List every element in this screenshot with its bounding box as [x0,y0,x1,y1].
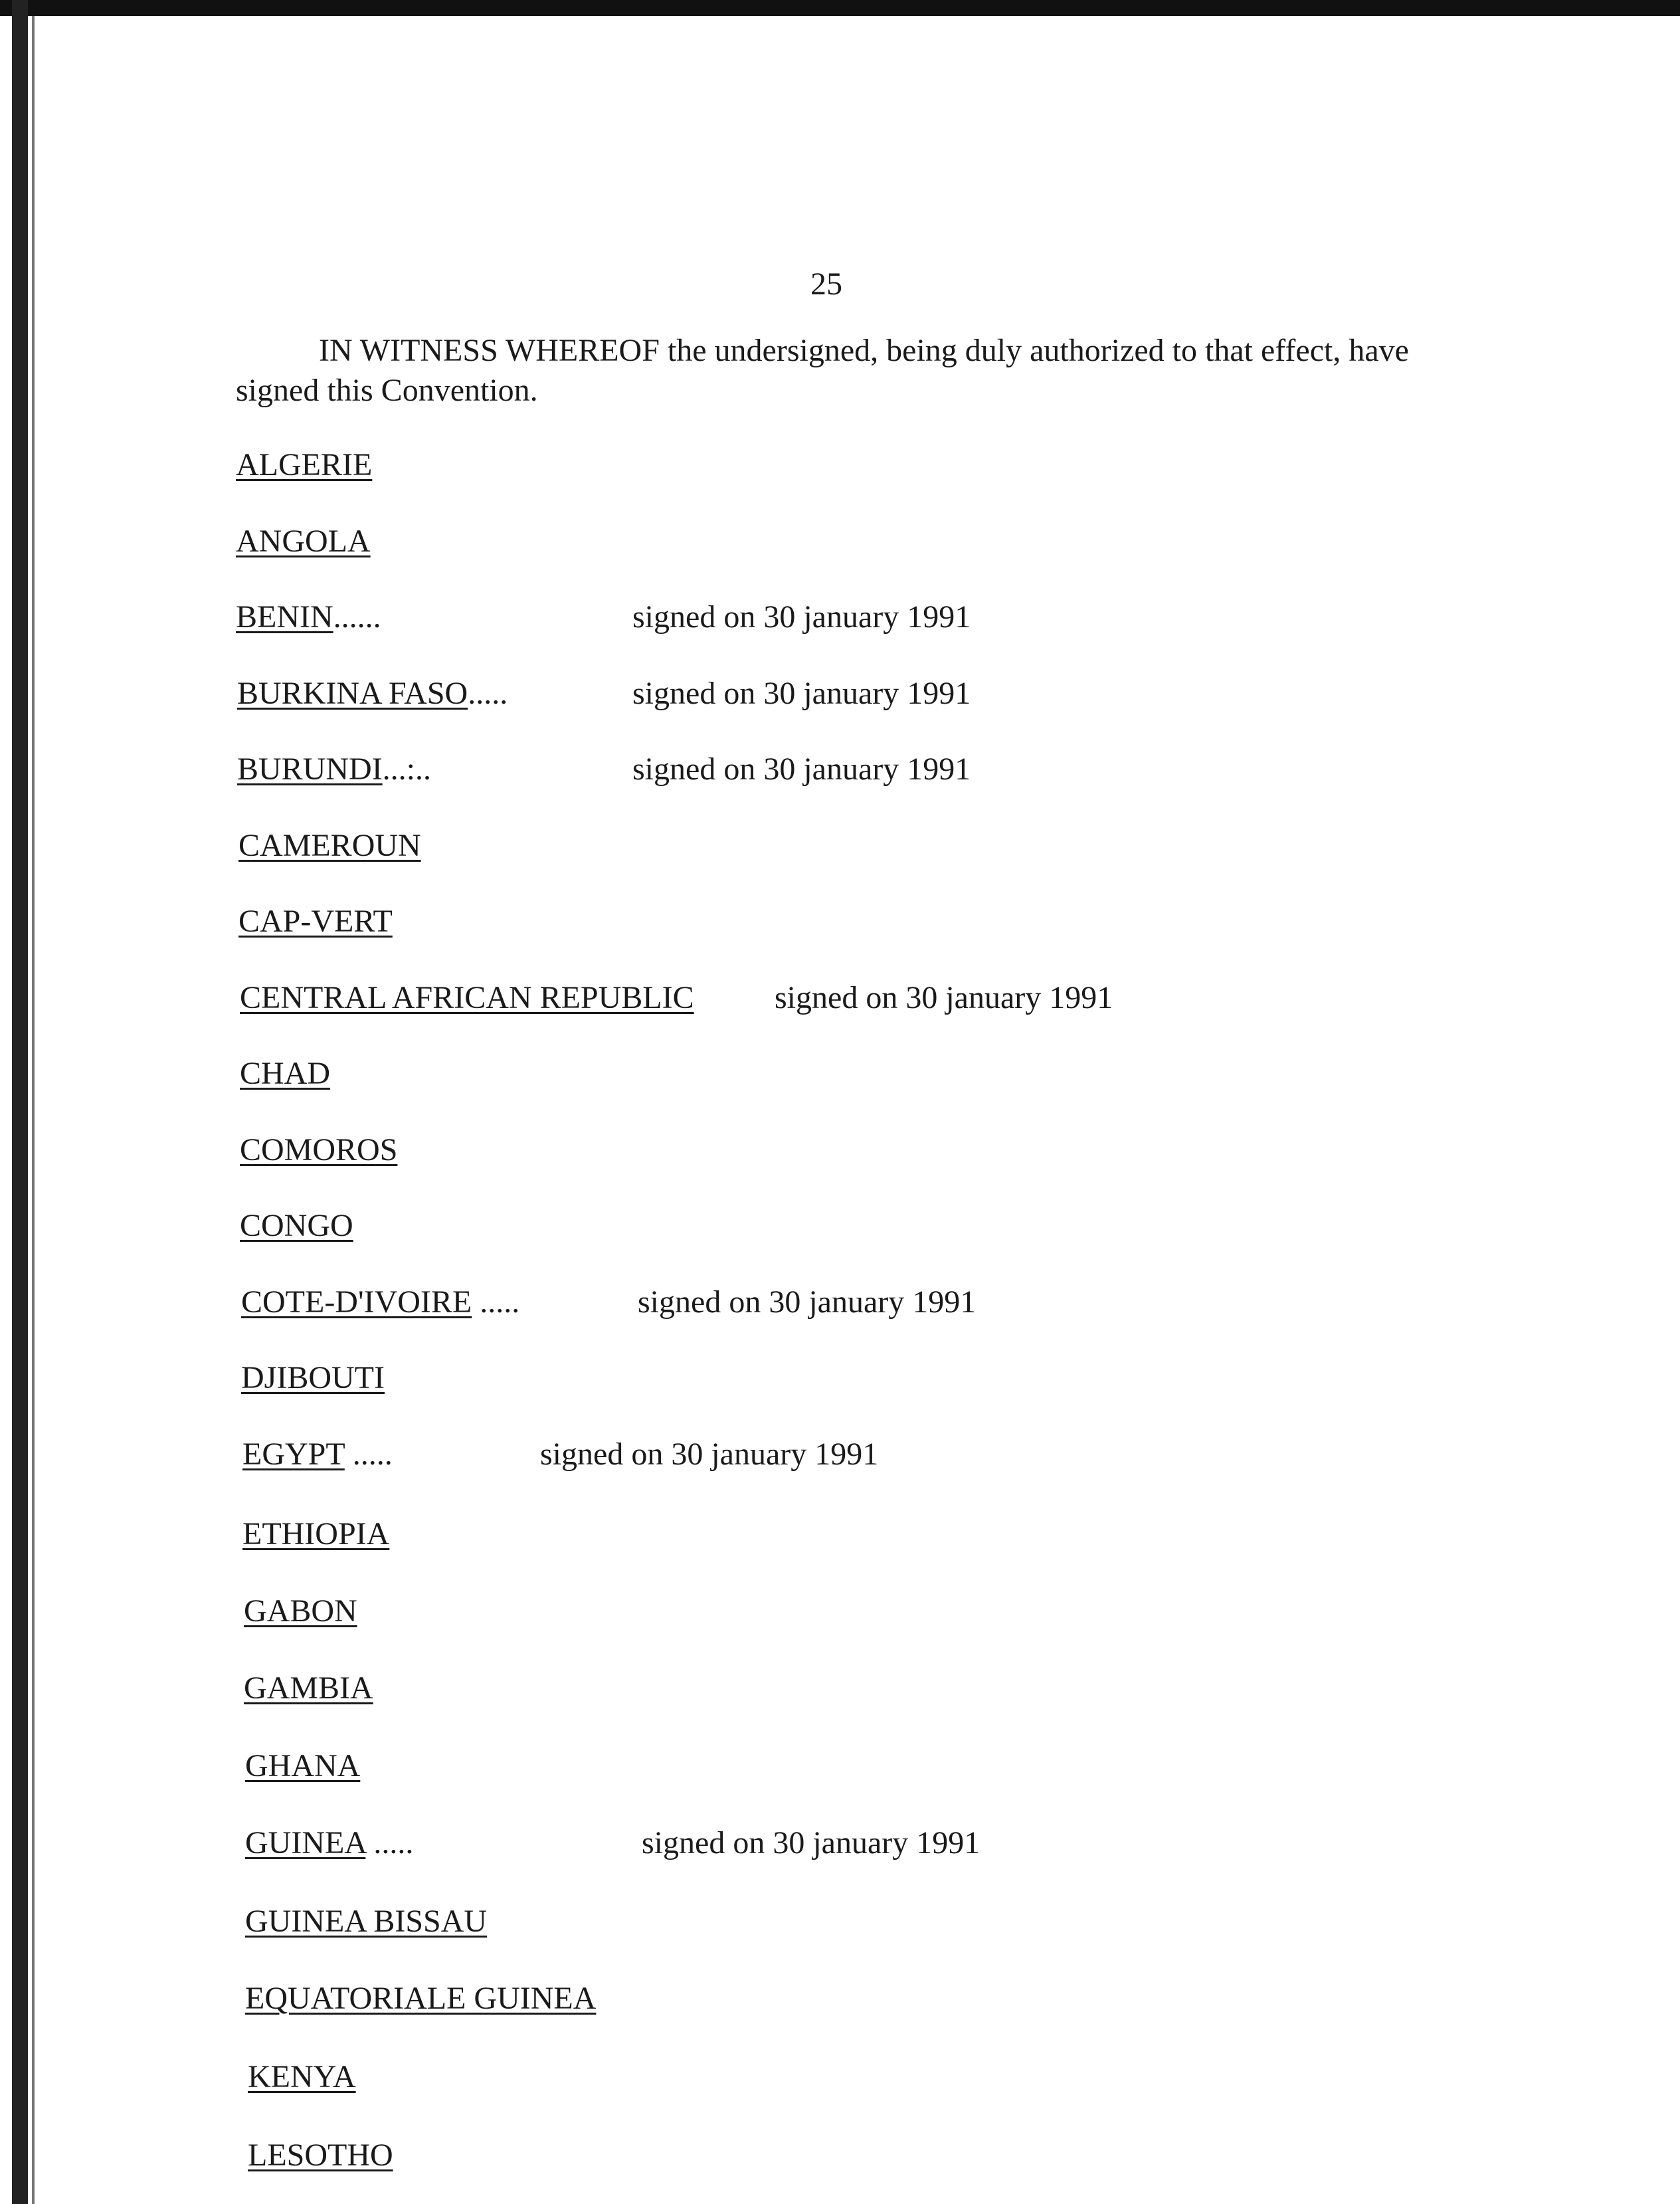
signatory-row [240,1206,353,1246]
signatory-row [245,1979,596,2019]
signed-date: signed on 30 january 1991 [642,1825,980,1860]
signatory-row [248,2057,356,2097]
signed-date: signed on 30 january 1991 [632,751,971,787]
signatory-row [236,445,372,485]
country-name: CENTRAL AFRICAN REPUBLIC [240,980,694,1015]
signatory-row [236,522,371,561]
page-left-border-inner [32,16,35,2204]
signatory-row [244,1668,373,1708]
signatory-row [240,1054,330,1094]
signatory-row [248,2136,393,2175]
country-name: GABON [244,1593,357,1629]
country-name: BURUNDI [237,751,383,787]
signatory-row [241,1358,385,1398]
country-name: DJIBOUTI [241,1360,385,1395]
country-name: COTE-D'IVOIRE [241,1284,472,1320]
country-name: ANGOLA [236,524,371,559]
country-dots: ..... [472,1284,520,1320]
country-dots: ..... [344,1437,393,1472]
signatory-row [240,1130,397,1170]
country-name: LESOTHO [248,2138,393,2173]
signed-date: signed on 30 january 1991 [540,1437,879,1472]
page-top-border [0,0,1680,16]
country-name: EQUATORIALE GUINEA [245,1981,597,2016]
country-name: BENIN [236,599,333,635]
country-name: ALGERIE [236,447,373,482]
country-name: GAMBIA [244,1670,373,1706]
country-name: CHAD [240,1056,331,1091]
country-name: KENYA [248,2059,356,2094]
country-dots: ...:.. [382,751,432,787]
country-dots: ..... [468,676,508,711]
signatory-row [245,1823,413,1863]
signatory-row [245,1746,360,1786]
signatory-row [237,674,508,714]
signed-date: signed on 30 january 1991 [632,676,971,711]
signatory-row [238,826,421,866]
country-name: GHANA [245,1748,361,1783]
country-name: EGYPT [242,1437,345,1472]
signatory-row [241,1282,519,1322]
signatory-row [238,902,393,942]
country-dots: ...... [333,599,381,635]
signatory-row [240,978,694,1018]
signed-date: signed on 30 january 1991 [775,980,1113,1015]
signatory-row [242,1514,389,1554]
country-name: BURKINA FASO [237,676,468,711]
country-name: CAP-VERT [238,904,393,939]
country-name: GUINEA [245,1825,366,1860]
signed-date: signed on 30 january 1991 [638,1284,977,1320]
page-number: 25 [810,266,842,302]
witness-text: IN WITNESS WHEREOF the undersigned, being duly authorized to that effect, have signed this Convention. [236,333,1409,408]
country-name: ETHIOPIA [242,1516,390,1552]
page-left-border [12,0,28,2204]
signatory-row [245,1902,487,1942]
signatory-row [244,1591,357,1631]
country-name: CONGO [240,1208,353,1243]
witness-paragraph [236,331,1498,411]
signed-date: signed on 30 january 1991 [632,599,971,635]
signatory-row [236,597,381,637]
country-name: COMOROS [240,1132,398,1167]
country-name: GUINEA BISSAU [245,1904,488,1939]
signatory-row [242,1435,393,1474]
country-name: CAMEROUN [238,828,421,863]
country-dots: ..... [365,1825,414,1860]
signatory-row [237,750,431,789]
